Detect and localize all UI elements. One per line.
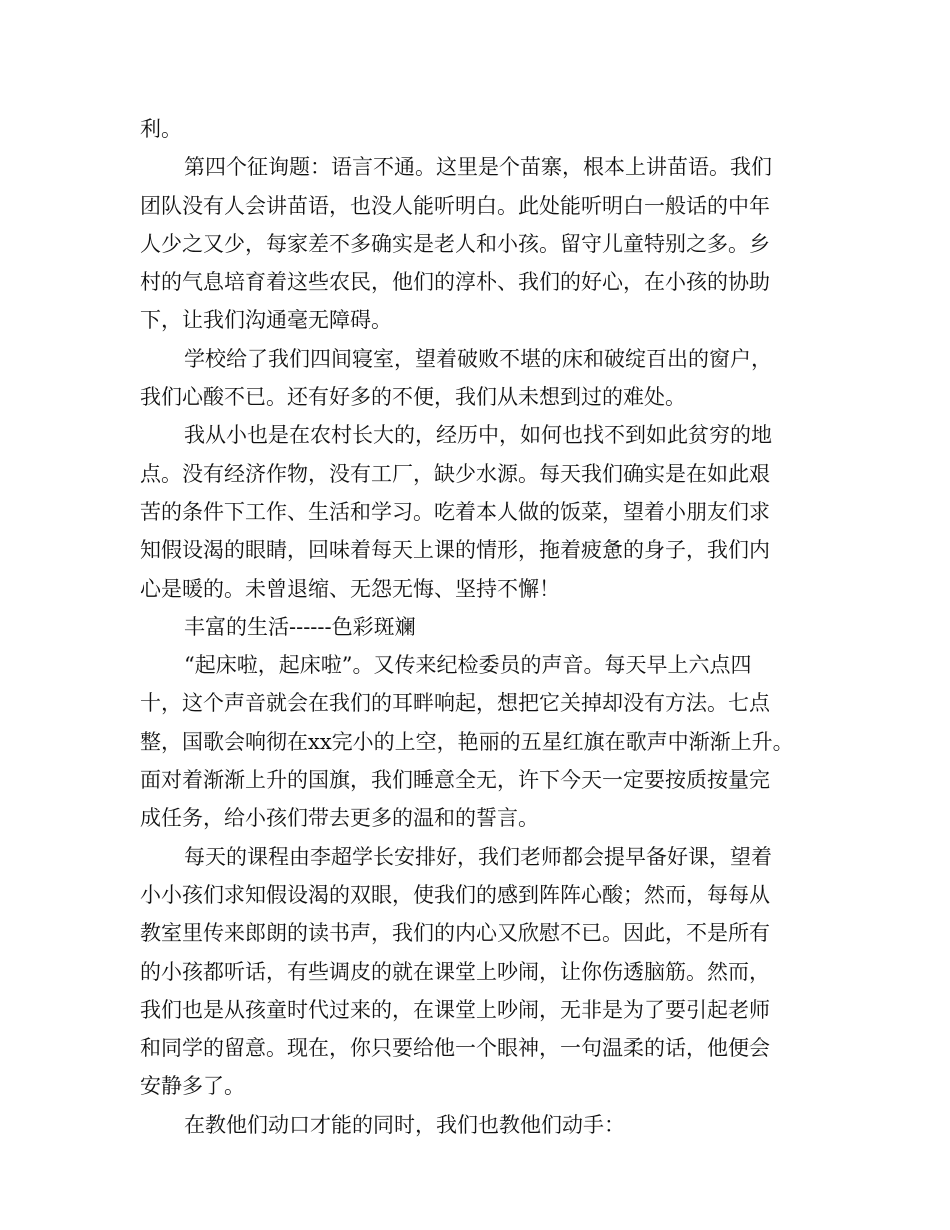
text-line: 我们心酸不已。还有好多的不便，我们从未想到过的难处。	[140, 385, 686, 410]
text-line: 我们也是从孩童时代过来的，在课堂上吵闹，无非是为了要引起老师	[140, 997, 770, 1022]
text-line: 知假设渴的眼睛，回味着每天上课的情形，拖着疲惫的身子，我们内	[140, 538, 770, 563]
text-line: 人少之又少，每家差不多确实是老人和小孩。留守儿童特别之多。乡	[140, 231, 770, 256]
text-line: 利。	[140, 117, 182, 141]
text-line: 点。没有经济作物，没有工厂，缺少水源。每天我们确实是在如此艰	[140, 461, 770, 486]
text-line: 团队没有人会讲苗语，也没人能听明白。此处能听明白一般话的中年	[140, 193, 770, 218]
text-line: 整，国歌会响彻在xx完小的上空，艳丽的五星红旗在歌声中渐渐上升。	[140, 729, 794, 754]
text-line: 小小孩们求知假设渴的双眼，使我们的感到阵阵心酸；然而，每每从	[140, 882, 770, 907]
text-line: 下，让我们沟通毫无障碍。	[140, 308, 392, 333]
text-line: 丰富的生活------色彩斑斓	[184, 614, 416, 639]
text-line: 和同学的留意。现在，你只要给他一个眼神，一句温柔的话，他便会	[140, 1036, 770, 1061]
text-line: 面对着渐渐上升的国旗，我们睡意全无，许下今天一定要按质按量完	[140, 768, 770, 793]
text-line: 的小孩都听话，有些调皮的就在课堂上吵闹，让你伤透脑筋。然而，	[140, 959, 770, 984]
text-line: 第四个征询题：语言不通。这里是个苗寨，根本上讲苗语。我们	[184, 155, 772, 180]
text-line: 安静多了。	[140, 1074, 245, 1099]
text-line: 在教他们动口才能的同时，我们也教他们动手：	[184, 1112, 625, 1137]
text-line: 教室里传来郎朗的读书声，我们的内心又欣慰不已。因此，不是所有	[140, 921, 770, 946]
text-line: 心是暖的。未曾退缩、无怨无悔、坚持不懈！	[140, 576, 560, 601]
document-body	[140, 110, 830, 1144]
text-line: 我从小也是在农村长大的，经历中，如何也找不到如此贫穷的地	[184, 423, 772, 448]
text-line: 村的气息培育着这些农民，他们的淳朴、我们的好心，在小孩的协助	[140, 270, 770, 295]
text-line: 学校给了我们四间寝室，望着破败不堪的床和破绽百出的窗户，	[184, 346, 772, 371]
text-line: 苦的条件下工作、生活和学习。吃着本人做的饭菜，望着小朋友们求	[140, 499, 770, 524]
text-line: 成任务，给小孩们带去更多的温和的誓言。	[140, 806, 539, 831]
text-line: “起床啦，起床啦”。又传来纪检委员的声音。每天早上六点四	[184, 653, 752, 678]
text-line: 每天的课程由李超学长安排好，我们老师都会提早备好课，望着	[184, 844, 772, 869]
text-line: 十，这个声音就会在我们的耳畔响起，想把它关掉却没有方法。七点	[140, 691, 770, 716]
